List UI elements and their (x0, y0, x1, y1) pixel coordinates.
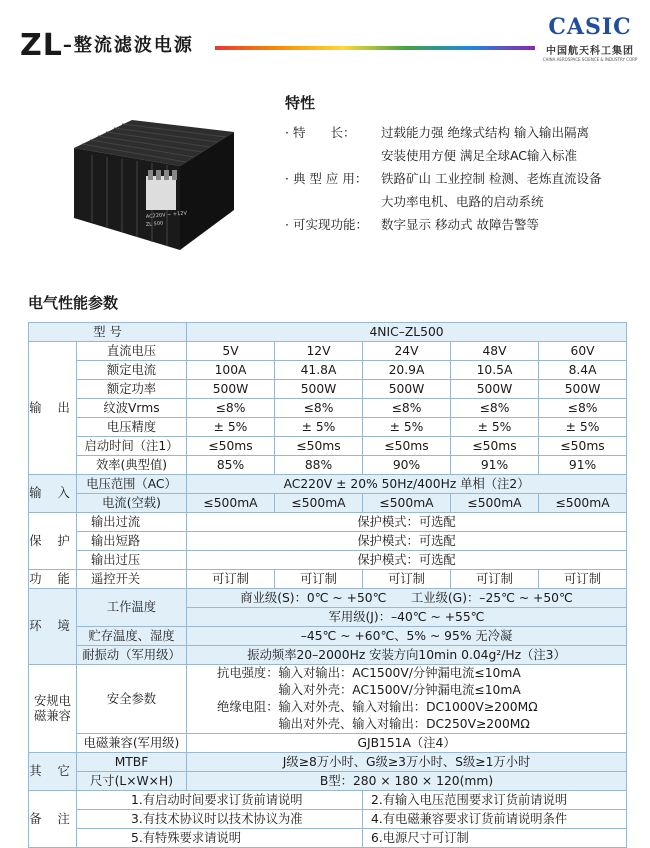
photo-label-2: ZL 500 (145, 220, 164, 228)
feature-row: · 特 长： 过载能力强 绝缘式结构 输入输出隔离 (285, 125, 589, 140)
model-row (29, 323, 627, 342)
table-row: 启动时间（注1） ≤50ms ≤50ms ≤50ms ≤50ms ≤50ms (29, 437, 627, 456)
spec-table (28, 322, 627, 848)
table-row: 输 出 直流电压 5V 12V 24V 48V 60V (29, 342, 627, 361)
func-group: 功 能 (29, 570, 77, 589)
env-group: 环 境 (29, 589, 77, 665)
table-row: 电流(空载) ≤500mA ≤500mA ≤500mA ≤500mA ≤500mA (29, 494, 627, 513)
safety-group: 安规电磁兼容 (29, 665, 77, 753)
table-row: 尺寸(L×W×H) B型：280 × 180 × 120(mm) (29, 772, 627, 791)
features-panel (285, 92, 635, 236)
logo-en: CHINA AEROSPACE SCIENCE & INDUSTRY CORP (542, 57, 638, 62)
table-row: 耐振动（军用级） 振动频率20–2000Hz 安装方向10min 0.04g²/Hz（注3） (29, 646, 627, 665)
table-row: 功 能 遥控开关 可订制 可订制 可订制 可订制 可订制 (29, 570, 627, 589)
table-row: 备 注 1.有启动时间要求订货前请说明 2.有输入电压范围要求订货前请说明 (29, 791, 627, 810)
logo-cn: 中国航天科工集团 (546, 46, 634, 57)
feature-row: · 可实现功能： 数字显示 移动式 故障告警等 (285, 217, 539, 232)
feature-row: 大功率电机、电路的启动系统 (381, 194, 544, 209)
feature-row: · 典 型 应 用： 铁路矿山 工业控制 检测、老炼直流设备 (285, 171, 602, 186)
table-row: 纹波Vrms ≤8% ≤8% ≤8% ≤8% ≤8% (29, 399, 627, 418)
other-group: 其 它 (29, 753, 77, 791)
logo-mark: CASIC (548, 14, 632, 40)
notes-group: 备 注 (29, 791, 77, 848)
title-subtitle: –整流滤波电源 (62, 35, 194, 56)
rainbow-divider (215, 46, 535, 50)
table-row: 其 它 MTBF J级≥8万小时、G级≥3万小时、S级≥1万小时 (29, 753, 627, 772)
terminal-block (146, 176, 176, 210)
table-row: 输出过压 保护模式：可选配 (29, 551, 627, 570)
table-row: 3.有技术协议时以技术协议为准 4.有电磁兼容要求订货前请说明条件 (29, 810, 627, 829)
table-row: 安规电磁兼容 安全参数 抗电强度：输入对输出：AC1500V/分钟漏电流≤10mA 输入对外壳：AC1500V/分钟漏电流≤10mA 绝缘电阻：输入对外壳、输入对输出：DC1000V≥200MΩ 输出对外壳、输入对输出：DC250V≥200MΩ (29, 665, 627, 734)
table-row: 保 护 输出过流 保护模式：可选配 (29, 513, 627, 532)
table-row: 电压精度 ± 5% ± 5% ± 5% ± 5% ± 5% (29, 418, 627, 437)
header (0, 0, 650, 92)
table-row: 军用级(J)：–40℃ ~ +55℃ (29, 608, 627, 627)
table-row: 效率(典型值) 85% 88% 90% 91% 91% (29, 456, 627, 475)
table-row: 贮存温度、湿度 –45℃ ~ +60℃、5% ~ 95% 无冷凝 (29, 627, 627, 646)
safety-params: 抗电强度：输入对输出：AC1500V/分钟漏电流≤10mA 输入对外壳：AC1500V/分钟漏电流≤10mA 绝缘电阻：输入对外壳、输入对输出：DC1000V≥200MΩ 输出对外壳、输入对输出：DC250V≥200MΩ (187, 665, 627, 734)
page-title (20, 28, 194, 63)
casic-logo (540, 14, 640, 74)
model-label: 型 号 (29, 323, 187, 342)
table-row: 输出短路 保护模式：可选配 (29, 532, 627, 551)
photo-label-1: AC220V ~ +12V (145, 210, 188, 220)
table-row: 环 境 工作温度 商业级(S)：0℃ ~ +50℃ 工业级(G)：–25℃ ~ +50℃ (29, 589, 627, 608)
feature-row: 安装使用方便 满足全球AC输入标准 (381, 148, 578, 163)
table-row: 电磁兼容(军用级) GJB151A（注4） (29, 734, 627, 753)
table-row: 额定功率 500W 500W 500W 500W 500W (29, 380, 627, 399)
protect-group: 保 护 (29, 513, 77, 570)
features-title: 特性 (285, 94, 316, 112)
table-row: 5.有特殊要求请说明 6.电源尺寸可订制 (29, 829, 627, 848)
product-photo (62, 110, 237, 255)
title-model: ZL (20, 28, 63, 63)
table-row: 输 入 电压范围（AC） AC220V ± 20% 50Hz/400Hz 单相（注2） (29, 475, 627, 494)
table-row: 额定电流 100A 41.8A 20.9A 10.5A 8.4A (29, 361, 627, 380)
model-value: 4NIC–ZL500 (187, 323, 627, 342)
output-group: 输 出 (29, 342, 77, 475)
input-group: 输 入 (29, 475, 77, 513)
section-title: 电气性能参数 (28, 294, 119, 312)
